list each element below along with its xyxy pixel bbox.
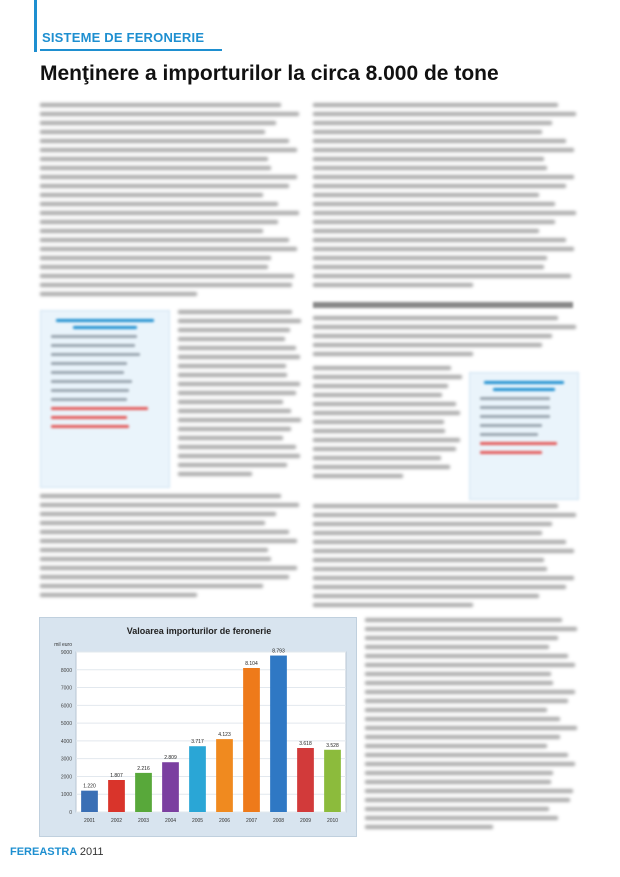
text-line [313, 103, 558, 107]
text-line [313, 229, 539, 233]
text-line [365, 798, 570, 802]
text-line [313, 121, 552, 125]
text-line [178, 436, 283, 440]
text-line [40, 557, 271, 561]
text-line [365, 771, 553, 775]
text-line [40, 148, 297, 152]
text-line [40, 157, 268, 161]
chart-x-tick: 2004 [164, 818, 177, 824]
text-line [178, 427, 291, 431]
chart-title: Valoarea importurilor de feronerie [126, 626, 272, 636]
text-line [313, 474, 403, 478]
text-line [365, 699, 568, 703]
chart-x-tick: 2001 [83, 818, 96, 824]
text-line [40, 593, 197, 597]
chart-y-tick: 7000 [60, 685, 72, 692]
header-accent-line [34, 0, 37, 52]
text-line [313, 603, 473, 607]
text-line [313, 384, 448, 388]
text-line [313, 420, 444, 424]
text-line [313, 184, 566, 188]
text-line [40, 274, 294, 278]
chart-x-tick: 2002 [110, 818, 123, 824]
footer-brand [10, 846, 104, 858]
text-line [40, 112, 299, 116]
chart-value-label: 3.618 [299, 741, 312, 747]
text-line [365, 636, 558, 640]
chart-x-tick: 2009 [299, 818, 312, 824]
text-line [313, 193, 539, 197]
text-line [365, 744, 547, 748]
text-line [313, 220, 555, 224]
chart-value-label: 3.717 [191, 739, 204, 746]
text-line [40, 256, 271, 260]
text-line [313, 513, 576, 517]
body-text-left-top [40, 103, 302, 301]
chart-bar-2009 [297, 748, 314, 812]
chart-value-label: 2.809 [164, 755, 177, 762]
text-line [365, 681, 553, 685]
text-line [365, 690, 575, 694]
chart-y-tick: 5000 [60, 721, 72, 728]
text-line [313, 447, 456, 451]
text-line [40, 494, 281, 498]
body-text-right-beside-box [313, 366, 463, 486]
chart-value-label: 1.807 [110, 773, 123, 779]
text-line [40, 584, 263, 588]
text-line [178, 373, 287, 377]
text-line [40, 193, 263, 197]
text-line [313, 504, 558, 508]
text-line [178, 355, 300, 359]
text-line [313, 211, 576, 215]
text-line [365, 708, 547, 712]
chart-bar-2004 [162, 762, 179, 812]
info-box-totals [469, 372, 579, 500]
chart-value-label: 3.528 [326, 742, 339, 749]
footer-brand-name: FEREASTRA [10, 846, 77, 858]
text-line [365, 717, 560, 721]
text-line [313, 334, 552, 338]
text-line [365, 762, 575, 766]
text-line [365, 807, 549, 811]
text-line [40, 530, 289, 534]
chart-canvas [40, 618, 358, 838]
text-line [40, 121, 276, 125]
text-line [313, 316, 558, 320]
text-line [365, 672, 551, 676]
text-line [40, 521, 265, 525]
text-line [178, 328, 290, 332]
body-text-left-lower [40, 494, 302, 608]
chart-y-tick: 2000 [60, 774, 72, 781]
chart-value-label: 1.220 [83, 783, 96, 790]
text-line [178, 454, 300, 458]
text-line [40, 139, 289, 143]
text-line [178, 400, 283, 404]
text-line [40, 166, 271, 170]
text-line [313, 265, 544, 269]
text-line [40, 184, 289, 188]
text-line [40, 247, 297, 251]
text-line [40, 283, 292, 287]
article-title: Menţinere a importurilor la circa 8.000 de tone [40, 62, 499, 85]
text-line [178, 463, 287, 467]
chart-bar-2003 [135, 773, 152, 812]
text-line [313, 429, 445, 433]
text-line [40, 229, 263, 233]
body-text-right-bottom [365, 618, 579, 838]
text-line [365, 663, 575, 667]
text-line [365, 825, 493, 829]
chart-x-tick: 2007 [245, 818, 258, 824]
info-box-imports [40, 310, 170, 488]
text-line [313, 238, 566, 242]
text-line [313, 283, 473, 287]
text-line [313, 274, 571, 278]
text-line [40, 575, 289, 579]
text-line [365, 780, 551, 784]
text-line [365, 753, 568, 757]
chart-x-tick: 2008 [272, 818, 285, 824]
text-line [178, 391, 296, 395]
body-text-right-mid [313, 316, 579, 362]
text-line [313, 540, 566, 544]
text-line [313, 247, 574, 251]
text-line [40, 566, 297, 570]
chart-y-tick: 1000 [60, 792, 72, 799]
text-line [365, 654, 568, 658]
footer-year: 2011 [79, 846, 104, 858]
text-line [40, 211, 299, 215]
chart-y-tick: 9000 [60, 650, 72, 656]
chart-x-tick: 2010 [326, 818, 339, 824]
text-line [313, 256, 547, 260]
text-line [178, 310, 292, 314]
text-line [313, 438, 460, 442]
right-subheading [313, 302, 573, 308]
text-line [313, 594, 539, 598]
text-line [313, 130, 542, 134]
text-line [365, 645, 549, 649]
text-line [313, 343, 542, 347]
chart-bar-2007 [243, 668, 260, 812]
chart-y-label: mil euro [54, 642, 72, 648]
text-line [313, 522, 552, 526]
chart-y-tick: 8000 [60, 667, 72, 674]
text-line [313, 456, 441, 460]
text-line [313, 465, 450, 469]
chart-value-label: 8.104 [245, 661, 258, 667]
chart-x-tick: 2006 [218, 818, 231, 824]
text-line [40, 175, 297, 179]
text-line [365, 735, 560, 739]
text-line [313, 375, 462, 379]
section-rule [40, 49, 222, 51]
imports-value-chart [39, 617, 357, 837]
chart-y-tick: 3000 [60, 756, 72, 763]
chart-x-tick: 2005 [191, 818, 204, 824]
text-line [313, 558, 544, 562]
text-line [313, 585, 566, 589]
text-line [313, 366, 451, 370]
chart-bar-2005 [189, 746, 206, 812]
header-accent [0, 0, 34, 52]
chart-bar-2010 [324, 750, 341, 812]
text-line [178, 409, 291, 413]
text-line [365, 618, 562, 622]
text-line [313, 531, 542, 535]
chart-y-tick: 0 [69, 810, 72, 816]
chart-bar-2002 [108, 780, 125, 812]
text-line [178, 382, 300, 386]
text-line [40, 130, 265, 134]
text-line [313, 202, 555, 206]
text-line [178, 418, 301, 422]
text-line [313, 112, 576, 116]
chart-y-tick: 6000 [60, 703, 72, 710]
text-line [40, 265, 268, 269]
text-line [365, 816, 558, 820]
text-line [40, 539, 297, 543]
chart-bar-2006 [216, 739, 233, 812]
text-line [313, 402, 456, 406]
text-line [178, 337, 285, 341]
chart-x-tick: 2003 [137, 818, 150, 824]
chart-bar-2001 [81, 791, 98, 812]
text-line [313, 157, 544, 161]
text-line [40, 548, 268, 552]
body-text-right-top [313, 103, 579, 293]
text-line [313, 411, 460, 415]
text-line [40, 238, 289, 242]
chart-bar-2008 [270, 656, 287, 812]
text-line [313, 148, 574, 152]
text-line [40, 512, 276, 516]
body-text-right-lower [313, 504, 579, 614]
section-label: SISTEME DE FERONERIE [42, 30, 205, 45]
text-line [365, 726, 577, 730]
chart-value-label: 2.216 [137, 765, 150, 772]
text-line [313, 352, 473, 356]
text-line [313, 393, 442, 397]
text-line [313, 166, 547, 170]
text-line [40, 503, 299, 507]
text-line [365, 627, 577, 631]
chart-value-label: 8.793 [272, 648, 285, 655]
text-line [40, 292, 197, 296]
text-line [178, 319, 301, 323]
text-line [313, 567, 547, 571]
text-line [313, 139, 566, 143]
text-line [313, 576, 574, 580]
text-line [178, 445, 296, 449]
text-line [313, 325, 576, 329]
body-text-mid-left [178, 310, 302, 482]
text-line [313, 175, 574, 179]
text-line [40, 202, 278, 206]
text-line [40, 103, 281, 107]
text-line [40, 220, 278, 224]
chart-value-label: 4.123 [218, 732, 231, 739]
text-line [178, 472, 252, 476]
text-line [178, 346, 296, 350]
text-line [178, 364, 286, 368]
chart-y-tick: 4000 [60, 738, 72, 745]
text-line [313, 549, 574, 553]
text-line [365, 789, 573, 793]
